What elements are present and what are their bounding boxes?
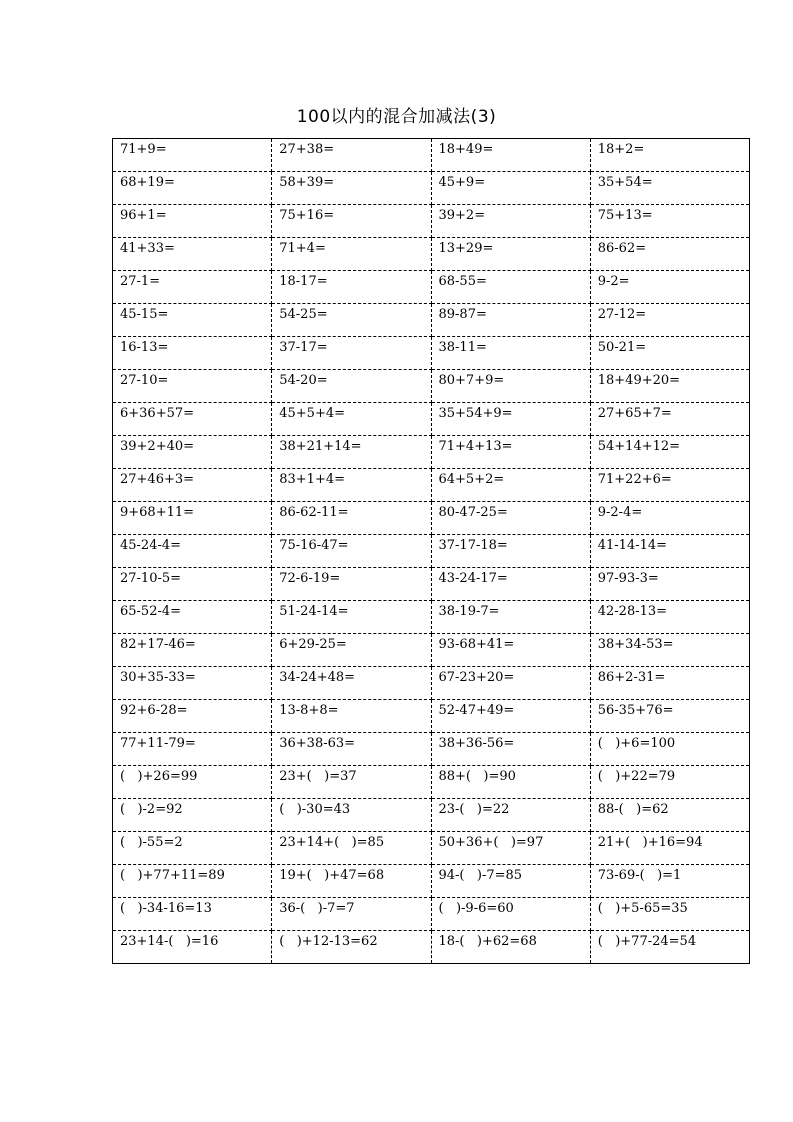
exercise-cell: 71+9= [113,139,272,172]
exercise-cell: 45-15= [113,304,272,337]
exercise-cell: 83+1+4= [272,469,431,502]
exercise-cell: 16-13= [113,337,272,370]
exercise-cell: 19+( )+47=68 [272,865,431,898]
exercise-cell: ( )-9-6=60 [431,898,590,931]
exercise-cell: 6+29-25= [272,634,431,667]
exercise-cell: 75+16= [272,205,431,238]
exercise-cell: 52-47+49= [431,700,590,733]
exercise-cell: 27+65+7= [590,403,749,436]
exercise-row [113,436,750,469]
exercise-cell: 36+38-63= [272,733,431,766]
exercise-cell: 54-20= [272,370,431,403]
exercise-cell: 27-12= [590,304,749,337]
exercise-row [113,931,750,964]
exercise-cell: 68+19= [113,172,272,205]
exercise-cell: 88-( )=62 [590,799,749,832]
exercise-cell: 37-17-18= [431,535,590,568]
exercise-cell: 75-16-47= [272,535,431,568]
exercise-row [113,271,750,304]
exercise-row [113,403,750,436]
exercise-cell: 34-24+48= [272,667,431,700]
exercise-cell: 27-1= [113,271,272,304]
exercise-cell: 72-6-19= [272,568,431,601]
exercise-cell: 56-35+76= [590,700,749,733]
exercise-row [113,502,750,535]
exercise-cell: 89-87= [431,304,590,337]
exercise-cell: 36-( )-7=7 [272,898,431,931]
exercise-row [113,766,750,799]
exercise-cell: 75+13= [590,205,749,238]
exercise-cell: 82+17-46= [113,634,272,667]
exercise-cell: 27-10= [113,370,272,403]
exercise-cell: 42-28-13= [590,601,749,634]
exercise-cell: 71+22+6= [590,469,749,502]
exercise-row [113,634,750,667]
exercise-cell: 39+2= [431,205,590,238]
page-title: 100以内的混合加减法(3) [296,107,497,127]
exercise-row [113,535,750,568]
exercise-cell: ( )-34-16=13 [113,898,272,931]
exercise-row [113,139,750,172]
exercise-cell: 94-( )-7=85 [431,865,590,898]
exercise-cell: 58+39= [272,172,431,205]
exercise-cell: 41-14-14= [590,535,749,568]
exercise-cell: 13+29= [431,238,590,271]
exercise-row [113,172,750,205]
exercise-cell: 27-10-5= [113,568,272,601]
exercise-cell: ( )-2=92 [113,799,272,832]
exercise-cell: ( )-30=43 [272,799,431,832]
exercise-cell: 38-19-7= [431,601,590,634]
exercise-cell: 45+5+4= [272,403,431,436]
exercise-cell: 54+14+12= [590,436,749,469]
exercise-cell: 30+35-33= [113,667,272,700]
exercise-row [113,238,750,271]
exercise-cell: ( )+22=79 [590,766,749,799]
exercise-cell: 86+2-31= [590,667,749,700]
exercise-cell: 37-17= [272,337,431,370]
exercise-cell: 35+54= [590,172,749,205]
exercise-row [113,865,750,898]
exercise-row [113,898,750,931]
exercise-cell: 73-69-( )=1 [590,865,749,898]
exercise-cell: 18+2= [590,139,749,172]
exercise-cell: 23+14+( )=85 [272,832,431,865]
exercise-cell: 23+14-( )=16 [113,931,272,964]
exercise-cell: 39+2+40= [113,436,272,469]
exercise-row [113,667,750,700]
exercise-cell: 45-24-4= [113,535,272,568]
exercise-cell: 65-52-4= [113,601,272,634]
exercise-row [113,304,750,337]
exercise-cell: 18-( )+62=68 [431,931,590,964]
exercise-cell: 50+36+( )=97 [431,832,590,865]
exercise-cell: 80+7+9= [431,370,590,403]
exercise-cell: 6+36+57= [113,403,272,436]
exercise-row [113,601,750,634]
exercise-cell: 88+( )=90 [431,766,590,799]
exercise-cell: 18+49= [431,139,590,172]
exercise-cell: 13-8+8= [272,700,431,733]
exercise-cell: 80-47-25= [431,502,590,535]
exercise-cell: 38+21+14= [272,436,431,469]
exercise-row [113,832,750,865]
exercise-table-body [113,139,750,964]
exercise-cell: 9-2-4= [590,502,749,535]
exercise-cell: 86-62-11= [272,502,431,535]
exercise-row [113,568,750,601]
exercise-cell: 23+( )=37 [272,766,431,799]
exercise-cell: 38-11= [431,337,590,370]
exercise-cell: 27+38= [272,139,431,172]
exercise-cell: 64+5+2= [431,469,590,502]
exercise-cell: 18-17= [272,271,431,304]
exercise-cell: 68-55= [431,271,590,304]
exercise-cell: 50-21= [590,337,749,370]
exercise-cell: ( )+6=100 [590,733,749,766]
exercise-cell: 77+11-79= [113,733,272,766]
exercise-cell: 71+4= [272,238,431,271]
exercise-cell: 9+68+11= [113,502,272,535]
exercise-cell: 23-( )=22 [431,799,590,832]
exercise-cell: 97-93-3= [590,568,749,601]
exercise-cell: 18+49+20= [590,370,749,403]
exercise-cell: 27+46+3= [113,469,272,502]
exercise-row [113,337,750,370]
exercise-cell: 71+4+13= [431,436,590,469]
exercise-cell: ( )+77+11=89 [113,865,272,898]
exercise-row [113,700,750,733]
exercise-cell: ( )+26=99 [113,766,272,799]
exercise-cell: 35+54+9= [431,403,590,436]
exercise-row [113,205,750,238]
exercise-cell: 9-2= [590,271,749,304]
exercise-cell: 38+36-56= [431,733,590,766]
exercise-cell: 86-62= [590,238,749,271]
exercise-cell: 93-68+41= [431,634,590,667]
exercise-cell: ( )+5-65=35 [590,898,749,931]
exercise-row [113,799,750,832]
exercise-cell: ( )+12-13=62 [272,931,431,964]
exercise-cell: 92+6-28= [113,700,272,733]
exercise-row [113,733,750,766]
exercise-cell: ( )+77-24=54 [597,934,697,949]
exercise-table [112,138,750,964]
exercise-cell: 54-25= [272,304,431,337]
exercise-cell: 41+33= [113,238,272,271]
exercise-cell: 43-24-17= [431,568,590,601]
exercise-cell: 45+9= [431,172,590,205]
exercise-cell: 21+( )+16=94 [590,832,749,865]
exercise-cell: 38+34-53= [590,634,749,667]
exercise-cell: 96+1= [113,205,272,238]
exercise-cell: 51-24-14= [272,601,431,634]
exercise-cell: ( )-55=2 [113,832,272,865]
exercise-row [113,469,750,502]
exercise-row [113,370,750,403]
exercise-cell: 67-23+20= [431,667,590,700]
